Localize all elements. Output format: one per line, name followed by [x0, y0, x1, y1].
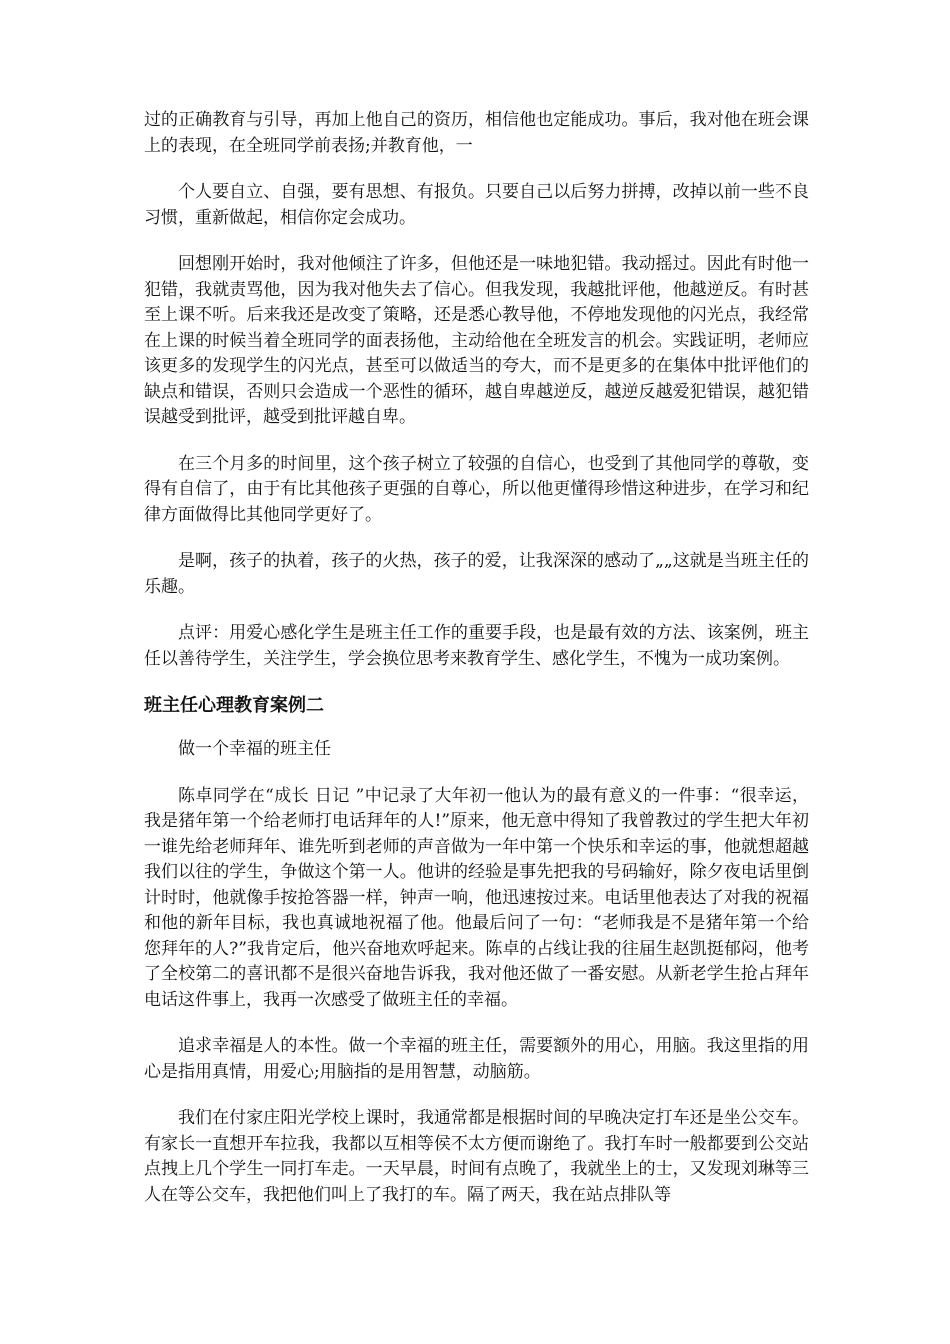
paragraph: 回想刚开始时，我对他倾注了许多，但他还是一味地犯错。我动摇过。因此有时他一犯错，我就责骂他，因为我对他失去了信心。但我发现，我越批评他，他越逆反。有时甚至上课不听。后来我还是改变了策略，还是悉心教导他，不停地发现他的闪光点，我经常在上课的时候当着全班同学的面表扬他，主动给他在全班发言的机会。实践证明，老师应该更多的发现学生的闪光点，甚至可以做适当的夸大，而不是更多的在集体中批评他们的缺点和错误，否则只会造成一个恶性的循环，越自卑越逆反，越逆反越爱犯错误，越犯错误越受到批评，越受到批评越自卑。	[144, 254, 809, 427]
paragraph: 是啊，孩子的执着，孩子的火热，孩子的爱，让我深深的感动了„„这就是当班主任的乐趣。	[144, 551, 809, 597]
paragraph: 追求幸福是人的本性。做一个幸福的班主任，需要额外的用心，用脑。我这里指的用心是指用真情，用爱心;用脑指的是用智慧，动脑筋。	[144, 1036, 809, 1082]
paragraph: 陈卓同学在“成长 日记 ”中记录了大年初一他认为的最有意义的一件事：“很幸运，我是猪年第一个给老师打电话拜年的人!”原来，他无意中得知了我曾教过的学生把大年初一谁先给老师拜年、谁先听到老师的声音做为一年中第一个快乐和幸运的事，他就想超越我们以往的学生，争做这个第一人。他讲的经验是事先把我的号码输好，除夕夜电话里倒计时时，他就像手按抢答器一样，钟声一响，他迅速按过来。电话里他表达了对我的祝福和他的新年目标，我也真诚地祝福了他。他最后问了一句：“老师我是不是猪年第一个给您拜年的人?”我肯定后，他兴奋地欢呼起来。陈卓的占线让我的往届生赵凯挺郁闷，他考了全校第二的喜讯都不是很兴奋地告诉我，我对他还做了一番安慰。从新老学生抢占拜年电话这件事上，我再一次感受了做班主任的幸福。	[144, 785, 809, 1010]
paragraph: 点评：用爱心感化学生是班主任工作的重要手段，也是最有效的方法、该案例，班主任以善待学生，关注学生，学会换位思考来教育学生、感化学生，不愧为一成功案例。	[144, 623, 809, 669]
subtitle: 做一个幸福的班主任	[178, 739, 331, 759]
paragraph: 我们在付家庄阳光学校上课时，我通常都是根据时间的早晚决定打车还是坐公交车。有家长一直想开车拉我，我都以互相等侯不太方便而谢绝了。我打车时一般都要到公交站点拽上几个学生一同打车走。一天早晨，时间有点晚了，我就坐上的士，又发现刘琳等三人在等公交车，我把他们叫上了我打的车。隔了两天，我在站点排队等	[144, 1108, 809, 1205]
paragraph: 个人要自立、自强，要有思想、有报负。只要自己以后努力拼搏，改掉以前一些不良习惯，重新做起，相信你定会成功。	[144, 182, 809, 228]
paragraph: 过的正确教育与引导，再加上他自己的资历，相信他也定能成功。事后，我对他在班会课上的表现，在全班同学前表扬;并教育他，一	[144, 110, 809, 156]
document-page	[144, 108, 809, 1229]
section-heading: 班主任心理教育案例二	[144, 695, 324, 716]
paragraph: 在三个月多的时间里，这个孩子树立了较强的自信心，也受到了其他同学的尊敬，变得有自信了，由于有比其他孩子更强的自尊心，所以他更懂得珍惜这种进步，在学习和纪律方面做得比其他同学更好了。	[144, 453, 809, 525]
